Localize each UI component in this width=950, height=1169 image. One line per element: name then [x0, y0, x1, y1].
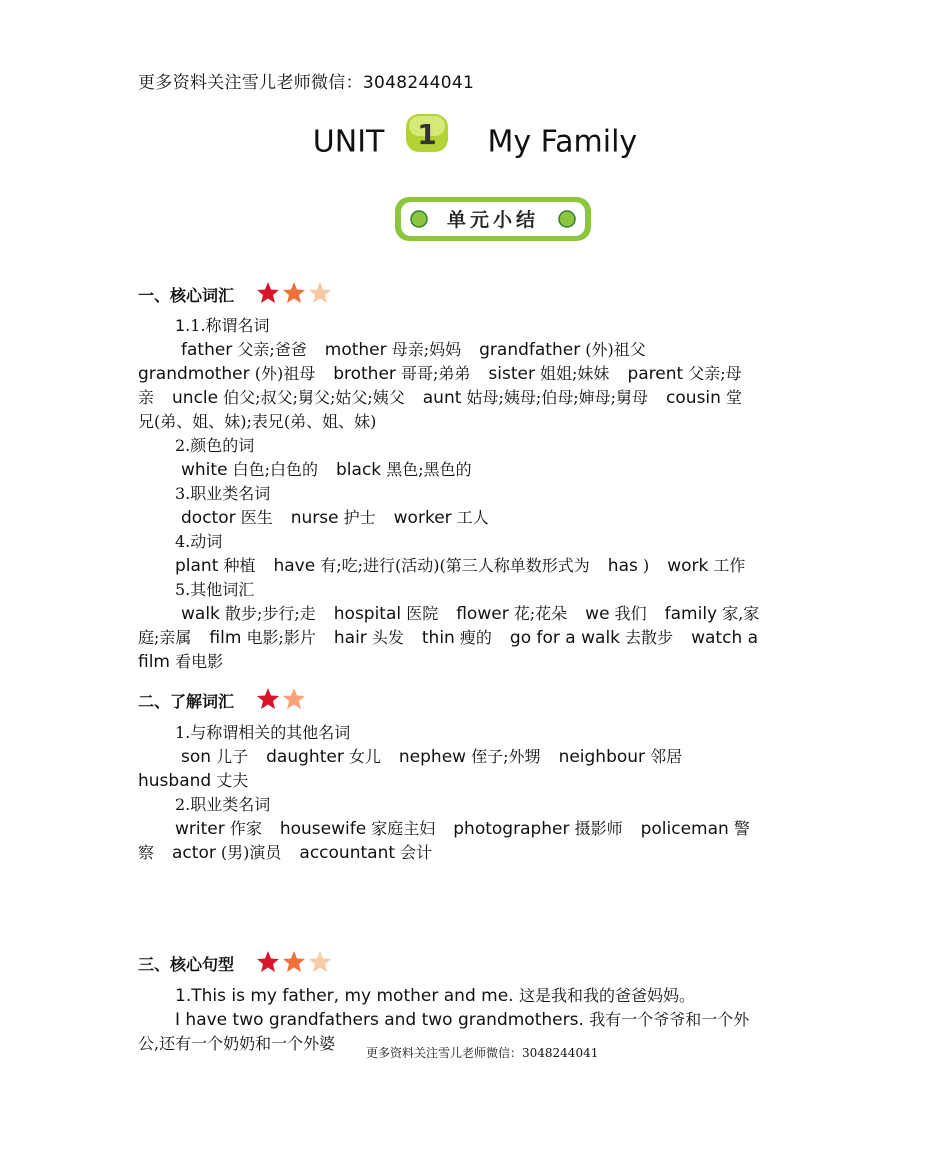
vocab-meaning: 医院 — [401, 604, 439, 623]
vocab-word: hospital — [333, 604, 402, 624]
vocab-word: black — [336, 460, 382, 480]
vocab-meaning: 作家 — [224, 819, 262, 838]
vocab-word: writer — [175, 819, 225, 839]
vocab-line — [138, 745, 810, 769]
vocab-word: have — [273, 556, 316, 576]
vocab-meaning: 看电影 — [170, 652, 224, 671]
vocab-word: flower — [456, 604, 509, 624]
vocab-word: aunt — [422, 388, 462, 408]
banner-dot-right-icon — [559, 211, 575, 227]
vocab-meaning: 家庭主妇 — [366, 819, 436, 838]
vocab-word: doctor — [181, 508, 236, 528]
vocab-meaning: 姐姐;妹妹 — [534, 364, 610, 383]
vocab-word: father — [181, 340, 233, 360]
vocab-word: white — [181, 460, 228, 480]
footer-note: 更多资料关注雪儿老师微信：3048244041 — [366, 1046, 599, 1060]
unit-number-badge — [404, 110, 450, 154]
sentence-2-continued: 公,还有一个奶奶和一个外婆 — [138, 1034, 336, 1053]
banner-dot-left-icon — [411, 211, 427, 227]
vocab-meaning: 散步;步行;走 — [219, 604, 316, 623]
vocab-word: daughter — [266, 747, 344, 767]
subheading: 1.与称谓相关的其他名词 — [175, 723, 351, 742]
vocab-meaning: 丈夫 — [211, 771, 249, 790]
vocab-lines — [138, 817, 810, 865]
vocab-meaning: 去散步 — [620, 628, 674, 647]
vocab-word: husband — [138, 771, 212, 791]
vocab-meaning: 兄(弟、姐、妹);表兄(弟、姐、妹) — [138, 412, 377, 431]
vocab-meaning: 儿子 — [211, 747, 249, 766]
vocab-lines — [138, 602, 810, 674]
vocab-line — [138, 554, 810, 578]
vocab-word: walk — [181, 604, 220, 624]
rating-2-stars-icon — [256, 687, 306, 715]
vocab-word: photographer — [453, 819, 570, 839]
vocab-meaning: 会计 — [395, 843, 433, 862]
vocab-word: family — [664, 604, 718, 624]
unit-label: UNIT — [312, 124, 385, 160]
vocab-word: parent — [627, 364, 684, 384]
vocab-word: go for a walk — [509, 628, 621, 648]
vocab-line — [138, 841, 810, 865]
vocab-lines — [138, 506, 810, 530]
vocab-word: watch a — [691, 628, 759, 648]
subheading: 2.职业类名词 — [175, 795, 271, 814]
vocab-lines — [138, 745, 810, 793]
vocab-meaning: (外)祖母 — [249, 364, 316, 383]
vocab-line — [138, 506, 810, 530]
vocab-lines — [138, 554, 810, 578]
vocab-word: brother — [333, 364, 396, 384]
section-heading-text: 一、核心词汇 — [138, 286, 235, 305]
vocab-meaning: 头发 — [366, 628, 404, 647]
vocab-word: accountant — [299, 843, 396, 863]
subheading: 4.动词 — [175, 532, 223, 551]
vocab-word: nephew — [398, 747, 467, 767]
vocab-meaning: 工作 — [708, 556, 746, 575]
vocab-word: hair — [333, 628, 367, 648]
vocab-meaning: 哥哥;弟弟 — [395, 364, 471, 383]
vocab-line — [138, 410, 810, 434]
unit-number: 1 — [417, 118, 437, 151]
vocab-meaning: 父亲;爸爸 — [232, 340, 307, 359]
section-heading-text: 三、核心句型 — [138, 955, 235, 974]
vocab-word: film — [209, 628, 242, 648]
vocab-word: uncle — [172, 388, 219, 408]
vocab-word: housewife — [279, 819, 367, 839]
vocab-meaning: 白色;白色的 — [227, 460, 319, 479]
vocab-meaning: 察 — [138, 843, 155, 862]
vocab-meaning: 有;吃;进行(活动)(第三人称单数形式为 — [315, 556, 590, 575]
vocab-meaning: 黑色;黑色的 — [381, 460, 472, 479]
vocab-meaning: 医生 — [235, 508, 273, 527]
section-core-vocab-heading — [138, 281, 332, 309]
header-note: 更多资料关注雪儿老师微信：3048244041 — [138, 73, 475, 93]
rating-3-stars-icon — [256, 950, 332, 978]
vocab-lines — [138, 338, 810, 434]
vocab-word: cousin — [666, 388, 721, 408]
vocab-word: actor — [172, 843, 216, 863]
vocab-line — [138, 362, 810, 386]
subheading: 3.职业类名词 — [175, 484, 271, 503]
unit-name: My Family — [487, 124, 638, 160]
rating-3-stars-icon — [256, 281, 332, 309]
vocab-meaning: 工人 — [451, 508, 489, 527]
vocab-meaning: 侄子;外甥 — [466, 747, 541, 766]
vocab-meaning: 种植 — [218, 556, 256, 575]
vocab-word: nurse — [290, 508, 339, 528]
core-vocab-body — [138, 314, 810, 674]
sentence-1: 1.This is my father, my mother and me. 这是我和我的爸爸妈妈。 — [175, 986, 695, 1006]
vocab-word: we — [585, 604, 610, 624]
vocab-meaning: 母亲;妈妈 — [386, 340, 462, 359]
vocab-meaning: 伯父;叔父;舅父;姑父;姨父 — [218, 388, 405, 407]
vocab-word: film — [138, 652, 170, 672]
unit-title — [0, 120, 950, 164]
vocab-meaning: (外)祖父 — [580, 340, 646, 359]
vocab-meaning: 摄影师 — [569, 819, 623, 838]
vocab-meaning: 电影;影片 — [241, 628, 316, 647]
vocab-line — [138, 602, 810, 626]
vocab-line — [138, 769, 810, 793]
banner-text: 单元小结 — [446, 209, 540, 231]
subheading: 2.颜色的词 — [175, 436, 255, 455]
subheading: 1.1.称谓名词 — [175, 316, 270, 335]
vocab-line — [138, 817, 810, 841]
vocab-meaning: 女儿 — [343, 747, 381, 766]
know-vocab-body — [138, 721, 810, 865]
unit-badge-shape — [404, 110, 450, 154]
vocab-meaning: 花;花朵 — [508, 604, 568, 623]
vocab-meaning: 庭;亲属 — [138, 628, 192, 647]
vocab-word: son — [181, 747, 212, 767]
vocab-meaning: 邻居 — [645, 747, 683, 766]
unit-summary-banner — [393, 194, 593, 244]
vocab-meaning: 我们 — [609, 604, 647, 623]
vocab-line — [138, 338, 810, 362]
vocab-word: neighbour — [558, 747, 646, 767]
vocab-meaning: 堂 — [720, 388, 743, 407]
vocab-line — [138, 386, 810, 410]
vocab-meaning: 警 — [728, 819, 750, 838]
vocab-meaning: 父亲;母 — [683, 364, 742, 383]
vocab-line — [138, 626, 810, 650]
vocab-word: grandfather — [479, 340, 581, 360]
vocab-word: grandmother — [138, 364, 250, 384]
vocab-line — [138, 650, 810, 674]
vocab-word: mother — [324, 340, 387, 360]
vocab-word: policeman — [640, 819, 729, 839]
vocab-meaning: 瘦的 — [454, 628, 492, 647]
vocab-word: worker — [393, 508, 452, 528]
vocab-meaning: 亲 — [138, 388, 155, 407]
vocab-word: work — [667, 556, 709, 576]
subheading: 5.其他词汇 — [175, 580, 255, 599]
section-know-vocab-heading — [138, 687, 306, 715]
vocab-line — [138, 458, 810, 482]
vocab-meaning: ) — [637, 556, 650, 575]
vocab-word: has — [607, 556, 638, 576]
vocab-word: plant — [175, 556, 219, 576]
section-heading-text: 二、了解词汇 — [138, 692, 235, 711]
vocab-meaning: (男)演员 — [215, 843, 282, 862]
sentence-2: I have two grandfathers and two grandmothers. 我有一个爷爷和一个外 — [175, 1010, 750, 1030]
section-core-sentences-heading — [138, 950, 332, 978]
vocab-word: thin — [421, 628, 455, 648]
vocab-meaning: 姑母;姨母;伯母;婶母;舅母 — [461, 388, 649, 407]
vocab-word: sister — [488, 364, 535, 384]
vocab-meaning: 护士 — [338, 508, 376, 527]
vocab-meaning: 家,家 — [717, 604, 760, 623]
vocab-lines — [138, 458, 810, 482]
